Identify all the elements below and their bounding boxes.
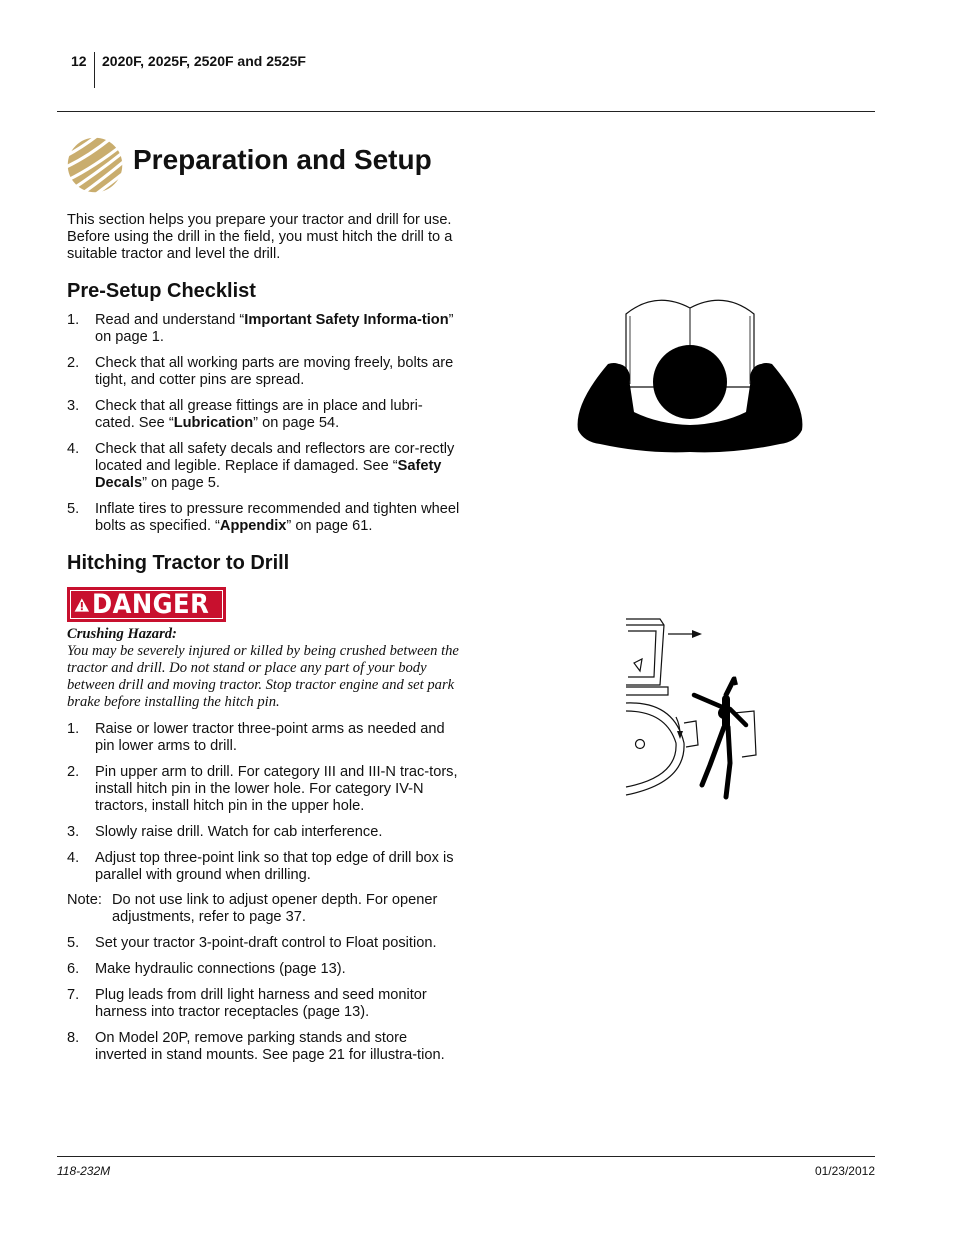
note-line-2: adjustments, refer to page 37. (112, 909, 306, 925)
list-item: 1. Read and understand “Important Safety Informa-tion” on page 1. (67, 312, 454, 345)
hitching-heading: Hitching Tractor to Drill (67, 552, 290, 574)
list-item: 4. Adjust top three-point link so that top edge of drill box is parallel with ground when drilling. (67, 850, 454, 883)
list-item: 4. Check that all safety decals and reflectors are cor-rectly located and legible. Replace if damaged. See “Safety Decals” on page 5. (67, 441, 455, 491)
list-item: 2. Pin upper arm to drill. For category III and III-N trac-tors, install hitch pin in the lower hole. For category IV-N tractors, install hitch pin in the upper hole. (67, 764, 458, 814)
note (67, 892, 467, 926)
page-number: 12 (71, 53, 87, 69)
note-label: Note: (67, 892, 102, 908)
danger-label: DANGER (91, 589, 209, 620)
footer-date: 01/23/2012 (814, 1164, 875, 1178)
pre-setup-heading: Pre-Setup Checklist (67, 280, 256, 302)
warning-triangle-icon (74, 593, 90, 617)
hitching-steps-list (67, 721, 462, 893)
hazard-title: Crushing Hazard: (67, 626, 177, 642)
list-item: 8. On Model 20P, remove parking stands and store inverted in stand mounts. See page 21 for illustra-tion. (67, 1030, 445, 1063)
page-title: Preparation and Setup (133, 144, 432, 175)
list-item: 7. Plug leads from drill light harness and seed monitor harness into tractor receptacles (page 13). (67, 987, 427, 1020)
hazard-text: You may be severely injured or killed by being crushed between the tractor and drill. Do not stand or place any part of your body between drill and moving tractor. Stop tractor engine and set park brake before installing the hitch pin. (67, 643, 459, 710)
pre-setup-list (67, 312, 462, 544)
list-item: 3. Check that all grease fittings are in place and lubri-cated. See “Lubrication” on page 54. (67, 398, 423, 431)
note-line-1: Do not use link to adjust opener depth. For opener (112, 892, 438, 908)
list-item: 3. Slowly raise drill. Watch for cab interference. (67, 824, 383, 840)
read-manual-illustration (574, 292, 806, 454)
footer-doc-number: 118-232M (57, 1164, 111, 1178)
crushing-hazard-illustration (624, 615, 760, 801)
list-item: 2. Check that all working parts are moving freely, bolts are tight, and cotter pins are spread. (67, 355, 454, 388)
list-item: 1. Raise or lower tractor three-point arms as needed and pin lower arms to drill. (67, 721, 445, 754)
list-item: 5. Inflate tires to pressure recommended and tighten wheel bolts as specified. “Appendix” on page 61. (67, 501, 460, 534)
header-divider-vertical (94, 52, 95, 88)
header-models: 2020F, 2025F, 2520F and 2525F (102, 53, 306, 69)
hitching-steps-list-continued (67, 935, 462, 1073)
danger-badge (67, 587, 226, 622)
intro-paragraph: This section helps you prepare your tractor and drill for use. Before using the drill in the field, you must hitch the drill to a suitable tractor and level the drill. (67, 212, 453, 262)
header-divider (57, 111, 875, 112)
footer-divider (57, 1156, 875, 1157)
list-item: 5. Set your tractor 3-point-draft control to Float position. (67, 935, 437, 951)
hazard-message (67, 626, 467, 711)
list-item: 6. Make hydraulic connections (page 13). (67, 961, 346, 977)
logo-icon (66, 136, 124, 194)
